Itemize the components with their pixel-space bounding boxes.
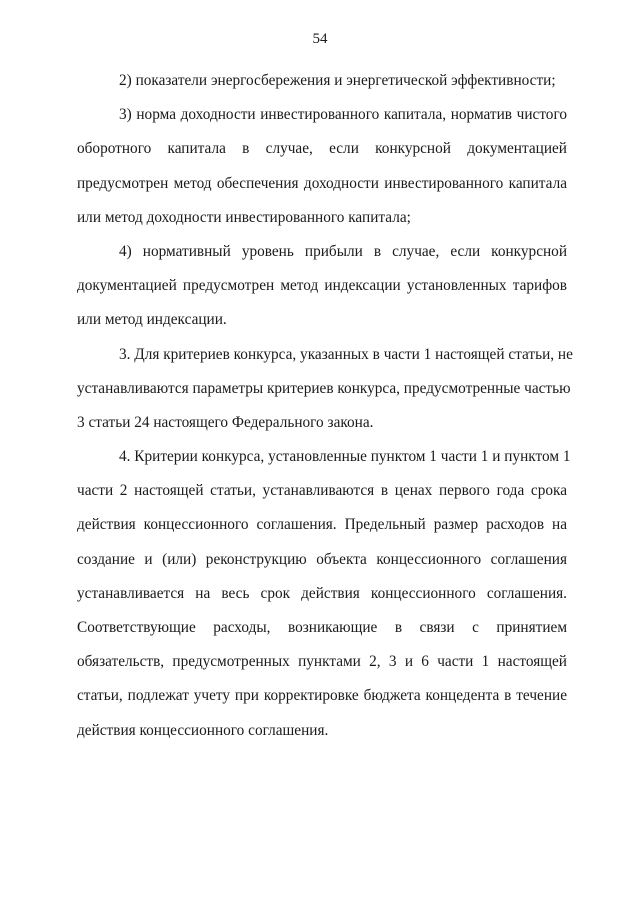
page-number: 54 xyxy=(312,31,328,47)
text-line: или метод доходности инвестированного капитала; xyxy=(77,208,411,226)
text-line: документацией предусмотрен метод индексации установленных тарифов xyxy=(77,277,567,295)
paragraph-item-2 xyxy=(77,64,567,98)
text-line: 3. Для критериев конкурса, указанных в части 1 настоящей статьи, не xyxy=(119,345,573,363)
paragraph-part-3 xyxy=(77,338,573,441)
text-line: устанавливаются параметры критериев конкурса, предусмотренные частью xyxy=(77,379,571,397)
text-line: 4) нормативный уровень прибыли в случае, если конкурсной xyxy=(119,242,567,260)
text-line: устанавливается на весь срок действия концессионного соглашения. xyxy=(77,584,567,602)
paragraph-item-3 xyxy=(77,98,567,235)
text-line: действия концессионного соглашения. Предельный размер расходов на xyxy=(77,516,567,534)
text-line: действия концессионного соглашения. xyxy=(77,721,329,739)
document-body xyxy=(77,64,573,748)
text-line: оборотного капитала в случае, если конкурсной документацией xyxy=(77,140,567,158)
paragraph-item-4 xyxy=(77,235,567,338)
text-line: статьи, подлежат учету при корректировке бюджета концедента в течение xyxy=(77,687,567,705)
text-line: 4. Критерии конкурса, установленные пунктом 1 части 1 и пунктом 1 xyxy=(119,448,571,466)
text-line: обязательств, предусмотренных пунктами 2, 3 и 6 части 1 настоящей xyxy=(77,653,567,671)
text-line: 3) норма доходности инвестированного капитала, норматив чистого xyxy=(119,106,567,124)
text-line: предусмотрен метод обеспечения доходности инвестированного капитала xyxy=(77,174,567,192)
text-line: части 2 настоящей статьи, устанавливаются в ценах первого года срока xyxy=(77,482,567,500)
paragraph-part-4 xyxy=(77,440,571,748)
text-line: или метод индексации. xyxy=(77,311,227,329)
text-line: 2) показатели энергосбережения и энергетической эффективности; xyxy=(119,72,556,89)
text-line: 3 статьи 24 настоящего Федерального закона. xyxy=(77,413,374,431)
text-line: создание и (или) реконструкцию объекта концессионного соглашения xyxy=(77,550,567,568)
text-line: Соответствующие расходы, возникающие в связи с принятием xyxy=(77,619,567,636)
